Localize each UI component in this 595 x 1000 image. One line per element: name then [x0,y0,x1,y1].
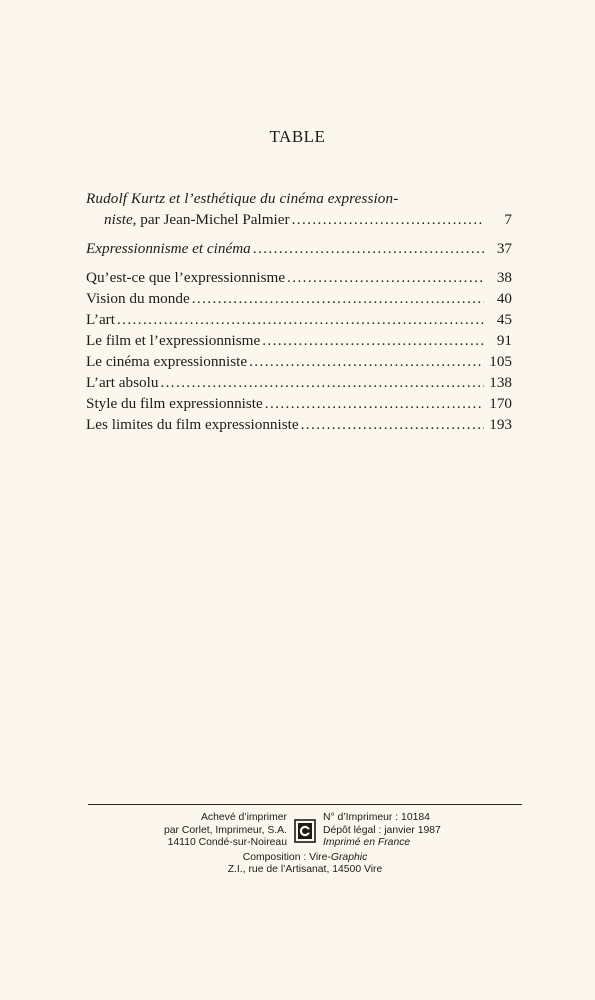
toc-page-number: 45 [496,311,512,328]
toc-entry-title: Expressionnisme et cinéma [86,240,251,257]
toc-entry-title: Le cinéma expressionniste [86,353,248,370]
toc-entry-title: Le film et l’expressionnisme [86,332,261,349]
imprint-divider [88,804,522,805]
toc-entry[interactable] [86,288,512,309]
toc-entry[interactable] [86,309,512,330]
toc-entry[interactable] [86,393,512,414]
toc-page-number: 40 [496,290,512,307]
imprint-block [88,812,522,877]
toc-entry-preface-line1: Rudolf Kurtz et l’esthétique du cinéma expression- [86,190,399,207]
imprint-line: par Corlet, Imprimeur, S.A. [164,824,287,836]
toc-page-number: 138 [489,374,512,391]
toc-entry-preface-line2 [86,209,512,230]
toc-page-number: 37 [496,240,512,257]
dot-leader [192,288,484,309]
toc-page-number: 193 [489,416,512,433]
toc-entry-title: Vision du monde [86,290,190,307]
imprint-line: Dépôt légal : janvier 1987 [323,824,441,836]
table-of-contents [86,188,512,435]
imprint-address-line: Z.I., rue de l’Artisanat, 14500 Vire [227,864,383,875]
imprint-composition [88,852,522,877]
imprint-line: 14110 Condé-sur-Noireau [167,837,287,848]
toc-entry-title: Les limites du film expressionniste [86,416,299,433]
imprint-legal-info [323,812,513,850]
toc-entry-title: L’art [86,311,115,328]
toc-chapter-list [86,267,512,435]
toc-entry[interactable] [86,351,512,372]
dot-leader [249,351,484,372]
toc-entry[interactable] [86,267,512,288]
dot-leader [292,209,484,230]
dot-leader [117,309,484,330]
dot-leader [253,238,484,259]
toc-entry-preface[interactable] [86,188,512,230]
dot-leader [265,393,484,414]
imprint-printer-info [97,812,287,850]
toc-entry-title: L’art absolu [86,374,159,391]
page-title: TABLE [269,127,326,146]
toc-entry[interactable] [86,330,512,351]
printer-logo-icon [287,819,323,843]
imprint-line: Imprimé en France [323,837,411,848]
toc-page-number: 7 [504,211,512,228]
imprint-line: Achevé d’imprimer [200,812,287,823]
toc-entry[interactable] [86,414,512,435]
dot-leader [262,330,484,351]
dot-leader [160,372,484,393]
toc-entry-preface-title: niste, par Jean-Michel Palmier [104,211,290,228]
toc-page-number: 105 [489,353,512,370]
toc-entry-title: Style du film expressionniste [86,395,263,412]
toc-page-number: 91 [496,332,512,349]
toc-entry[interactable] [86,372,512,393]
dot-leader [287,267,484,288]
toc-entry-section[interactable] [86,238,512,259]
toc-entry-title: Qu’est-ce que l’expressionnisme [86,269,286,286]
toc-page-number: 170 [489,395,512,412]
toc-page-number: 38 [496,269,512,286]
imprint-composition-line: Composition : Vire-Graphic [242,851,368,863]
dot-leader [301,414,484,435]
imprint-line: N° d’Imprimeur : 10184 [323,812,430,823]
